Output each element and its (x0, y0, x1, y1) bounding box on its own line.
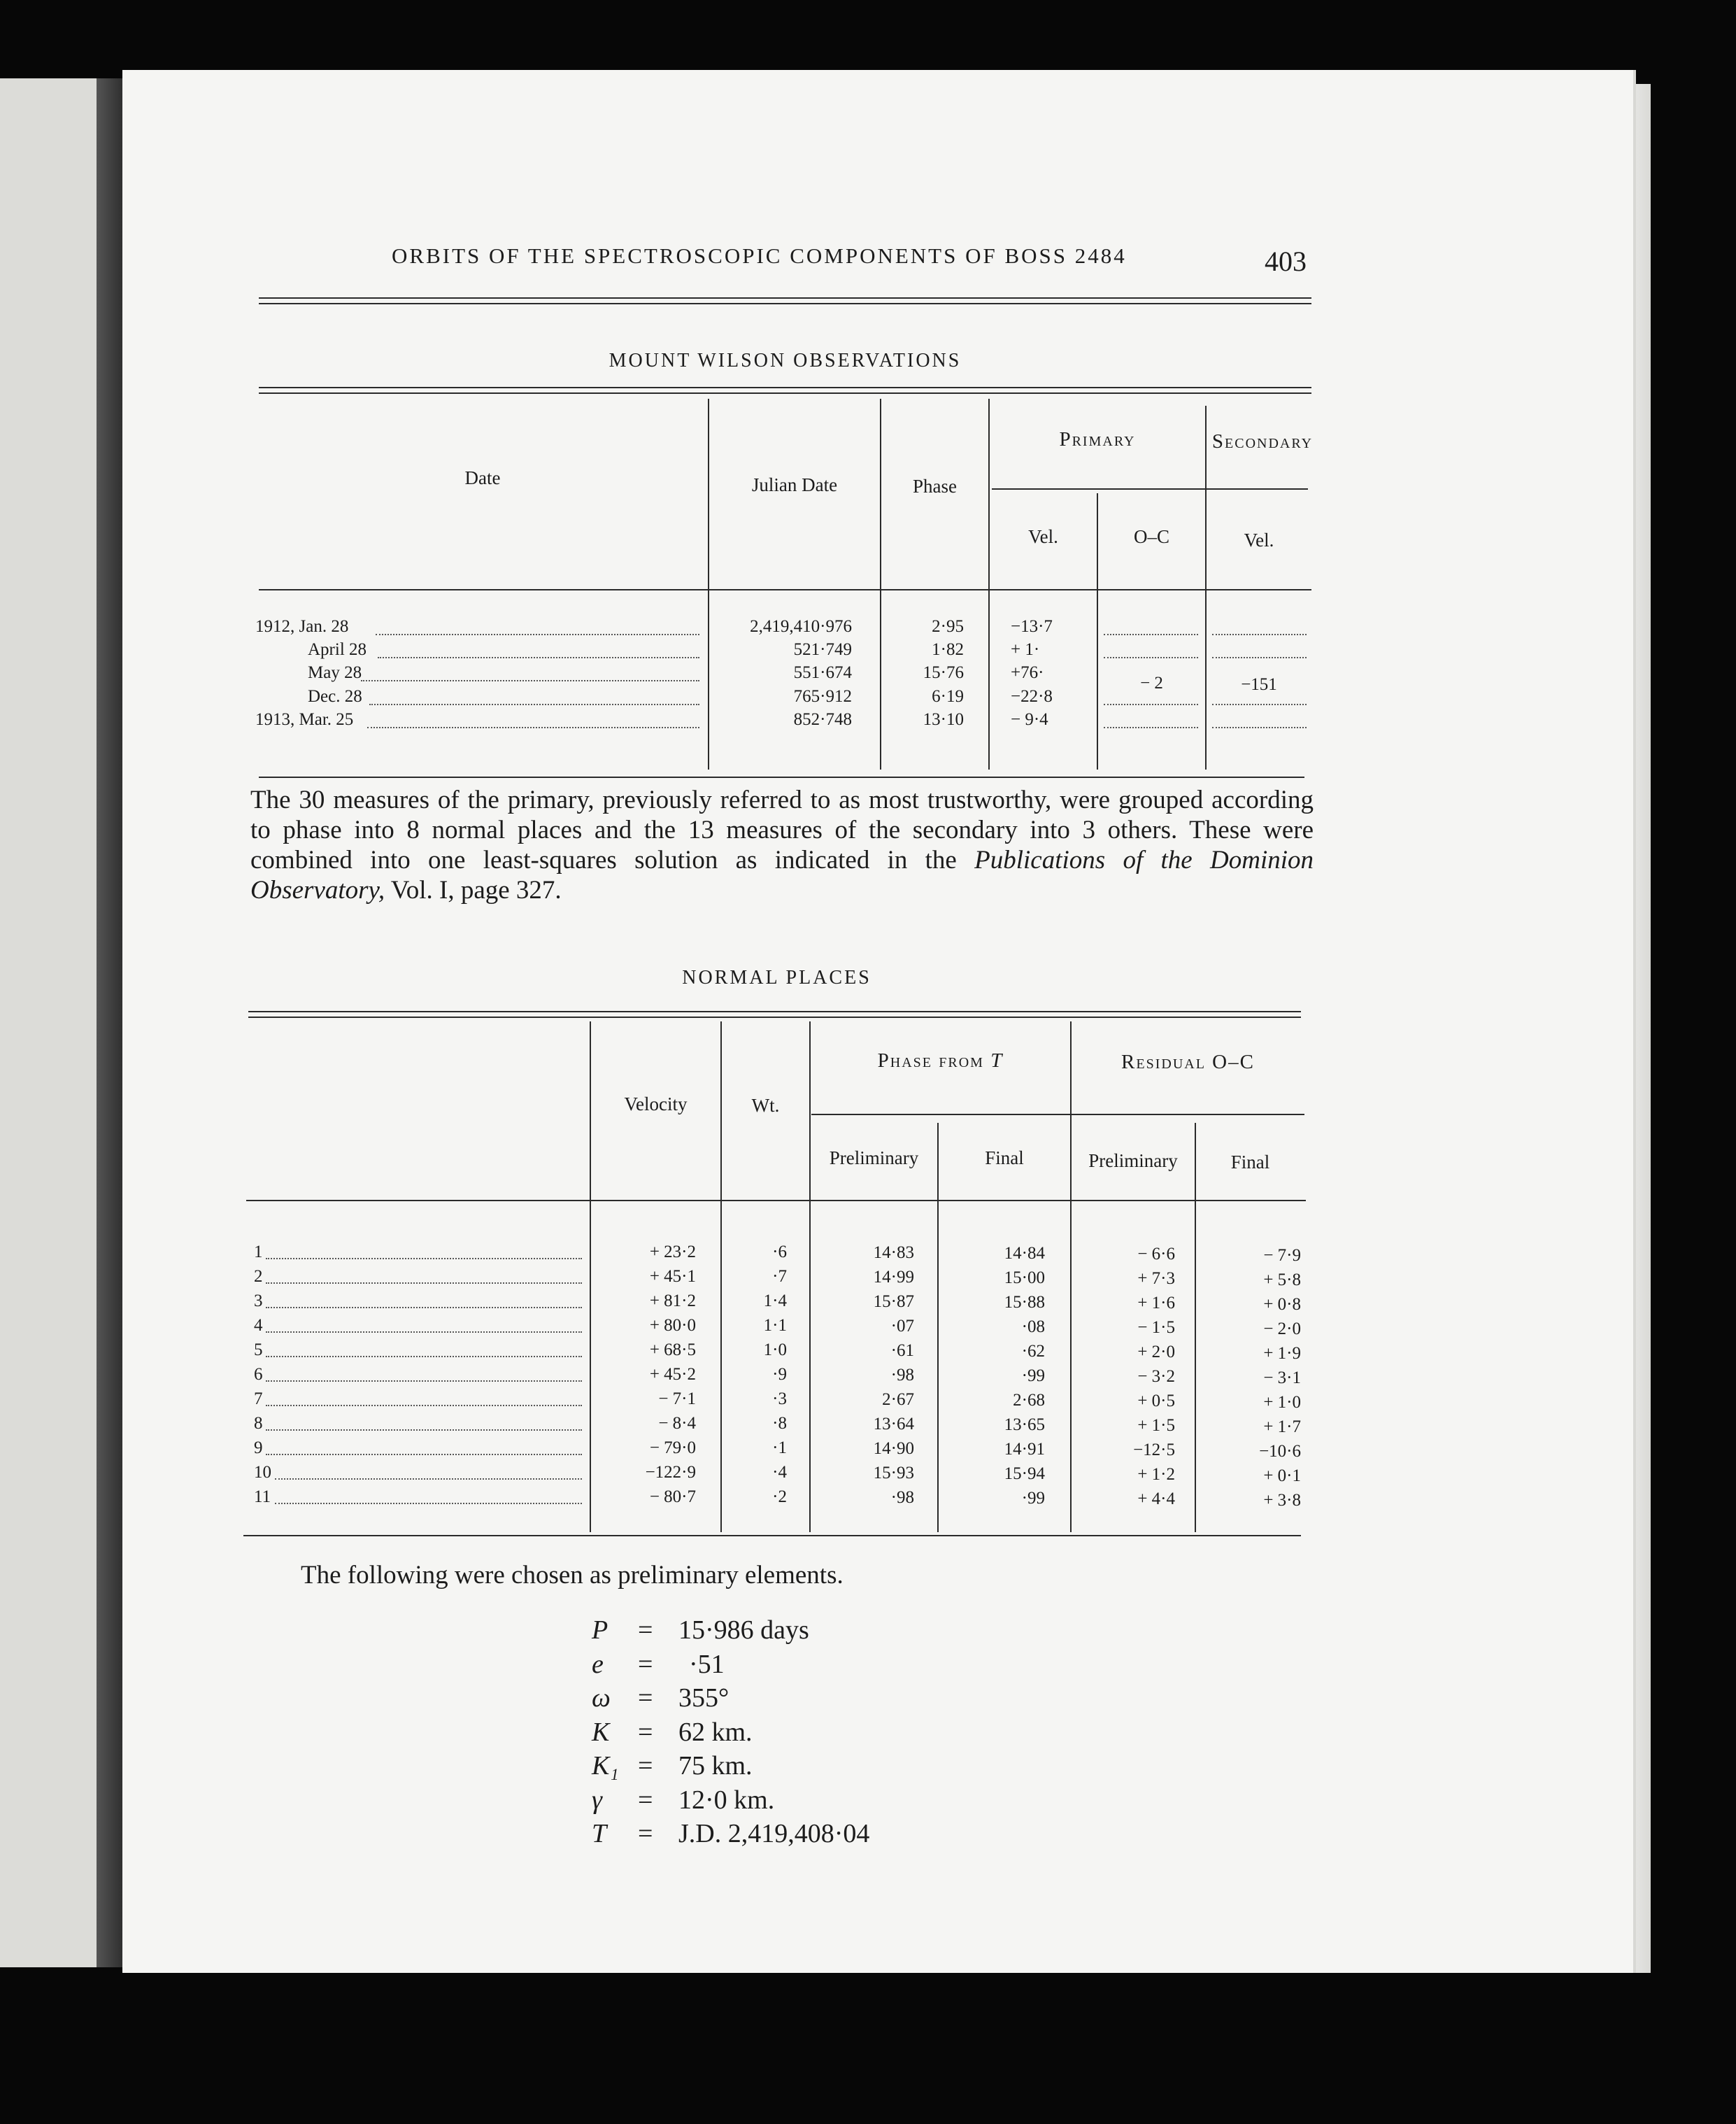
rule (992, 488, 1308, 490)
dot-leader (266, 1258, 582, 1259)
rule (243, 1535, 1301, 1536)
residual-preliminary-cell: + 1·2 (1137, 1465, 1175, 1484)
residual-final-cell: + 3·8 (1263, 1491, 1301, 1510)
dot-leader (275, 1478, 582, 1480)
phase-final-cell: 15·00 (1004, 1268, 1045, 1287)
phase-preliminary-cell: 14·90 (873, 1439, 914, 1458)
header-o-c: O–C (1133, 526, 1169, 547)
residual-preliminary-cell: − 1·5 (1137, 1318, 1175, 1337)
phase-preliminary-cell: 2·67 (882, 1390, 914, 1409)
velocity-cell: − 8·4 (658, 1414, 696, 1433)
primary-vel-cell: + 1· (1011, 640, 1040, 659)
element-value: ·51 (689, 1649, 725, 1679)
weight-cell: 1·1 (763, 1316, 787, 1335)
header-phase-preliminary: Preliminary (829, 1147, 919, 1168)
row-number: 3 (254, 1291, 263, 1310)
body-paragraph (250, 785, 1314, 905)
header-residual-final: Final (1230, 1152, 1270, 1173)
dot-leader (275, 1503, 582, 1504)
weight-cell: ·4 (772, 1463, 787, 1482)
velocity-cell: − 79·0 (649, 1438, 696, 1457)
residual-preliminary-cell: − 6·6 (1137, 1245, 1175, 1263)
primary-vel-cell: −22·8 (1011, 687, 1053, 706)
row-number: 2 (254, 1267, 263, 1286)
header-velocity: Velocity (624, 1093, 688, 1114)
weight-cell: ·8 (772, 1414, 787, 1433)
dot-leader (266, 1429, 582, 1431)
paragraph-text: The 30 measures of the primary, previously referred to as most trustworthy, were grouped according to phase into 8 normal places and the 13 measures of the secondary into 3 others. These were combined into one least-squares solution as indicated in the (250, 786, 1314, 875)
velocity-cell: − 80·7 (649, 1487, 696, 1506)
julian-date-cell: 2,419,410·976 (750, 617, 852, 636)
element-value: 62 km. (678, 1717, 753, 1747)
phase-preliminary-cell: 15·87 (873, 1292, 914, 1311)
element-value: 75 km. (678, 1751, 753, 1780)
header-residual-o-c: Residual O–C (1121, 1051, 1255, 1073)
weight-cell: ·9 (772, 1365, 787, 1384)
table2-caption: NORMAL PLACES (682, 967, 871, 989)
weight-cell: ·3 (772, 1389, 787, 1408)
primary-vel-cell: +76· (1011, 663, 1044, 682)
julian-date-cell: 551·674 (793, 663, 852, 682)
rule (259, 297, 1311, 299)
residual-final-cell: − 2·0 (1263, 1319, 1301, 1338)
header-date: Date (464, 467, 501, 488)
running-head: ORBITS OF THE SPECTROSCOPIC COMPONENTS OF BOSS 2484 (392, 243, 1127, 268)
phase-cell: 15·76 (923, 663, 964, 682)
primary-vel-cell: −13·7 (1011, 617, 1053, 636)
element-symbol: K₁ (592, 1751, 619, 1780)
residual-final-cell: + 1·0 (1263, 1393, 1301, 1412)
header-wt: Wt. (751, 1095, 780, 1116)
dot-leader (1104, 727, 1198, 728)
rule (246, 1200, 1306, 1201)
dot-leader (266, 1282, 582, 1284)
residual-preliminary-cell: + 7·3 (1137, 1269, 1175, 1288)
rule (259, 392, 1311, 394)
phase-preliminary-cell: ·07 (890, 1317, 914, 1336)
dot-leader (1212, 727, 1307, 728)
row-number: 7 (254, 1389, 263, 1408)
equals-sign: = (638, 1819, 653, 1848)
julian-date-cell: 521·749 (793, 640, 852, 659)
element-symbol: γ (592, 1785, 602, 1815)
left-page-edge (0, 78, 105, 1967)
phase-final-cell: ·99 (1021, 1366, 1045, 1385)
row-number: 9 (254, 1438, 263, 1457)
publication-title: Publications of the Dominion Observatory, (250, 846, 1314, 905)
element-value: J.D. 2,419,408·04 (678, 1819, 870, 1848)
element-value: 12·0 km. (678, 1785, 775, 1815)
velocity-cell: + 68·5 (649, 1340, 696, 1359)
header-secondary: Secondary (1211, 430, 1314, 453)
dot-leader (266, 1356, 582, 1357)
row-number: 6 (254, 1365, 263, 1384)
velocity-cell: + 23·2 (649, 1242, 696, 1261)
date-cell: Dec. 28 (308, 687, 362, 706)
secondary-vel-cell: −151 (1241, 675, 1277, 694)
column-divider (988, 399, 990, 770)
equals-sign: = (638, 1717, 653, 1747)
velocity-cell: + 81·2 (649, 1291, 696, 1310)
rule (259, 387, 1311, 388)
phase-preliminary-cell: 13·64 (873, 1415, 914, 1433)
element-symbol: K (592, 1717, 610, 1747)
table1-caption: MOUNT WILSON OBSERVATIONS (609, 350, 962, 371)
weight-cell: ·6 (772, 1242, 787, 1261)
residual-preliminary-cell: −12·5 (1133, 1440, 1175, 1459)
phase-preliminary-cell: 14·83 (873, 1243, 914, 1262)
row-number: 5 (254, 1340, 263, 1359)
residual-final-cell: + 1·9 (1263, 1344, 1301, 1363)
residual-final-cell: + 0·1 (1263, 1466, 1301, 1485)
dot-leader (1212, 657, 1307, 658)
header-primary: Primary (1059, 428, 1136, 451)
row-number: 10 (254, 1463, 271, 1482)
julian-date-cell: 852·748 (793, 710, 852, 729)
julian-date-cell: 765·912 (793, 687, 852, 706)
dot-leader (1104, 634, 1198, 635)
row-number: 1 (254, 1242, 263, 1261)
row-number: 11 (254, 1487, 271, 1506)
phase-from-symbol: T (990, 1049, 1004, 1072)
velocity-cell: + 45·2 (649, 1365, 696, 1384)
phase-cell: 6·19 (932, 687, 964, 706)
phase-final-cell: 2·68 (1013, 1391, 1045, 1410)
dot-leader (1212, 634, 1307, 635)
equals-sign: = (638, 1615, 653, 1645)
element-value: 355° (678, 1683, 730, 1713)
residual-preliminary-cell: + 0·5 (1137, 1392, 1175, 1410)
phase-cell: 13·10 (923, 710, 964, 729)
date-cell: May 28 (308, 663, 362, 682)
phase-preliminary-cell: ·98 (890, 1488, 914, 1507)
phase-cell: 1·82 (932, 640, 964, 659)
phase-cell: 2·95 (932, 617, 964, 636)
element-symbol: T (592, 1819, 607, 1848)
rule (248, 1011, 1301, 1012)
residual-final-cell: −10·6 (1259, 1442, 1301, 1461)
dot-leader (1104, 657, 1198, 658)
weight-cell: ·2 (772, 1487, 787, 1506)
paragraph-text-end: Vol. I, page 327. (385, 876, 562, 905)
date-cell: 1912, Jan. 28 (255, 617, 349, 636)
weight-cell: ·7 (772, 1267, 787, 1286)
phase-final-cell: 13·65 (1004, 1415, 1045, 1434)
weight-cell: 1·4 (763, 1291, 787, 1310)
phase-preliminary-cell: ·61 (890, 1341, 914, 1360)
rule (248, 1017, 1301, 1018)
velocity-cell: − 7·1 (658, 1389, 696, 1408)
phase-preliminary-cell: 15·93 (873, 1464, 914, 1482)
page-number: 403 (1265, 246, 1307, 277)
primary-o-c-cell: − 2 (1140, 674, 1163, 693)
dot-leader (378, 657, 699, 658)
phase-preliminary-cell: ·98 (890, 1366, 914, 1385)
phase-final-cell: ·99 (1021, 1489, 1045, 1508)
residual-preliminary-cell: + 1·5 (1137, 1416, 1175, 1435)
phase-final-cell: ·08 (1021, 1317, 1045, 1336)
header-vel: Vel. (1028, 526, 1058, 547)
element-symbol: e (592, 1649, 604, 1679)
book-gutter-shadow (97, 78, 126, 1967)
dot-leader (367, 727, 699, 728)
phase-final-cell: 14·91 (1004, 1440, 1045, 1459)
residual-preliminary-cell: + 4·4 (1137, 1489, 1175, 1508)
header-phase-from-t (811, 1049, 1070, 1072)
dot-leader (266, 1331, 582, 1333)
rule (259, 589, 1311, 590)
phase-final-cell: ·62 (1021, 1342, 1045, 1361)
residual-final-cell: − 3·1 (1263, 1368, 1301, 1387)
dot-leader (1104, 704, 1198, 705)
header-phase: Phase (913, 476, 957, 497)
rule (259, 777, 1304, 778)
weight-cell: 1·0 (763, 1340, 787, 1359)
phase-from-label: Phase from (877, 1049, 984, 1072)
elements-intro: The following were chosen as preliminary elements. (301, 1561, 844, 1590)
weight-cell: ·1 (772, 1438, 787, 1457)
phase-final-cell: 15·94 (1004, 1464, 1045, 1483)
residual-preliminary-cell: + 2·0 (1137, 1343, 1175, 1361)
row-number: 4 (254, 1316, 263, 1335)
equals-sign: = (638, 1649, 653, 1679)
rule (811, 1114, 1304, 1115)
residual-final-cell: − 7·9 (1263, 1246, 1301, 1265)
equals-sign: = (638, 1785, 653, 1815)
header-secondary-vel: Vel. (1244, 530, 1274, 551)
header-phase-final: Final (985, 1147, 1024, 1168)
column-divider (1205, 406, 1207, 770)
date-cell: 1913, Mar. 25 (255, 710, 354, 729)
velocity-cell: + 80·0 (649, 1316, 696, 1335)
date-cell: April 28 (308, 640, 367, 659)
dot-leader (1212, 704, 1307, 705)
dot-leader (376, 634, 699, 635)
dot-leader (266, 1307, 582, 1308)
header-julian-date: Julian Date (751, 474, 838, 495)
element-symbol: P (592, 1615, 609, 1645)
equals-sign: = (638, 1751, 653, 1780)
velocity-cell: −122·9 (645, 1463, 696, 1482)
element-symbol: ω (592, 1683, 611, 1713)
rule (259, 303, 1311, 304)
primary-vel-cell: − 9·4 (1011, 710, 1048, 729)
residual-preliminary-cell: + 1·6 (1137, 1294, 1175, 1312)
phase-final-cell: 14·84 (1004, 1244, 1045, 1263)
equals-sign: = (638, 1683, 653, 1713)
dot-leader (266, 1454, 582, 1455)
velocity-cell: + 45·1 (649, 1267, 696, 1286)
residual-final-cell: + 5·8 (1263, 1270, 1301, 1289)
header-residual-preliminary: Preliminary (1088, 1150, 1178, 1171)
element-value: 15·986 days (678, 1615, 809, 1645)
residual-final-cell: + 0·8 (1263, 1295, 1301, 1314)
dot-leader (266, 1380, 582, 1382)
dot-leader (369, 704, 699, 705)
dot-leader (266, 1405, 582, 1406)
dot-leader (361, 680, 699, 681)
phase-preliminary-cell: 14·99 (873, 1268, 914, 1287)
row-number: 8 (254, 1414, 263, 1433)
residual-final-cell: + 1·7 (1263, 1417, 1301, 1436)
residual-preliminary-cell: − 3·2 (1137, 1367, 1175, 1386)
phase-final-cell: 15·88 (1004, 1293, 1045, 1312)
